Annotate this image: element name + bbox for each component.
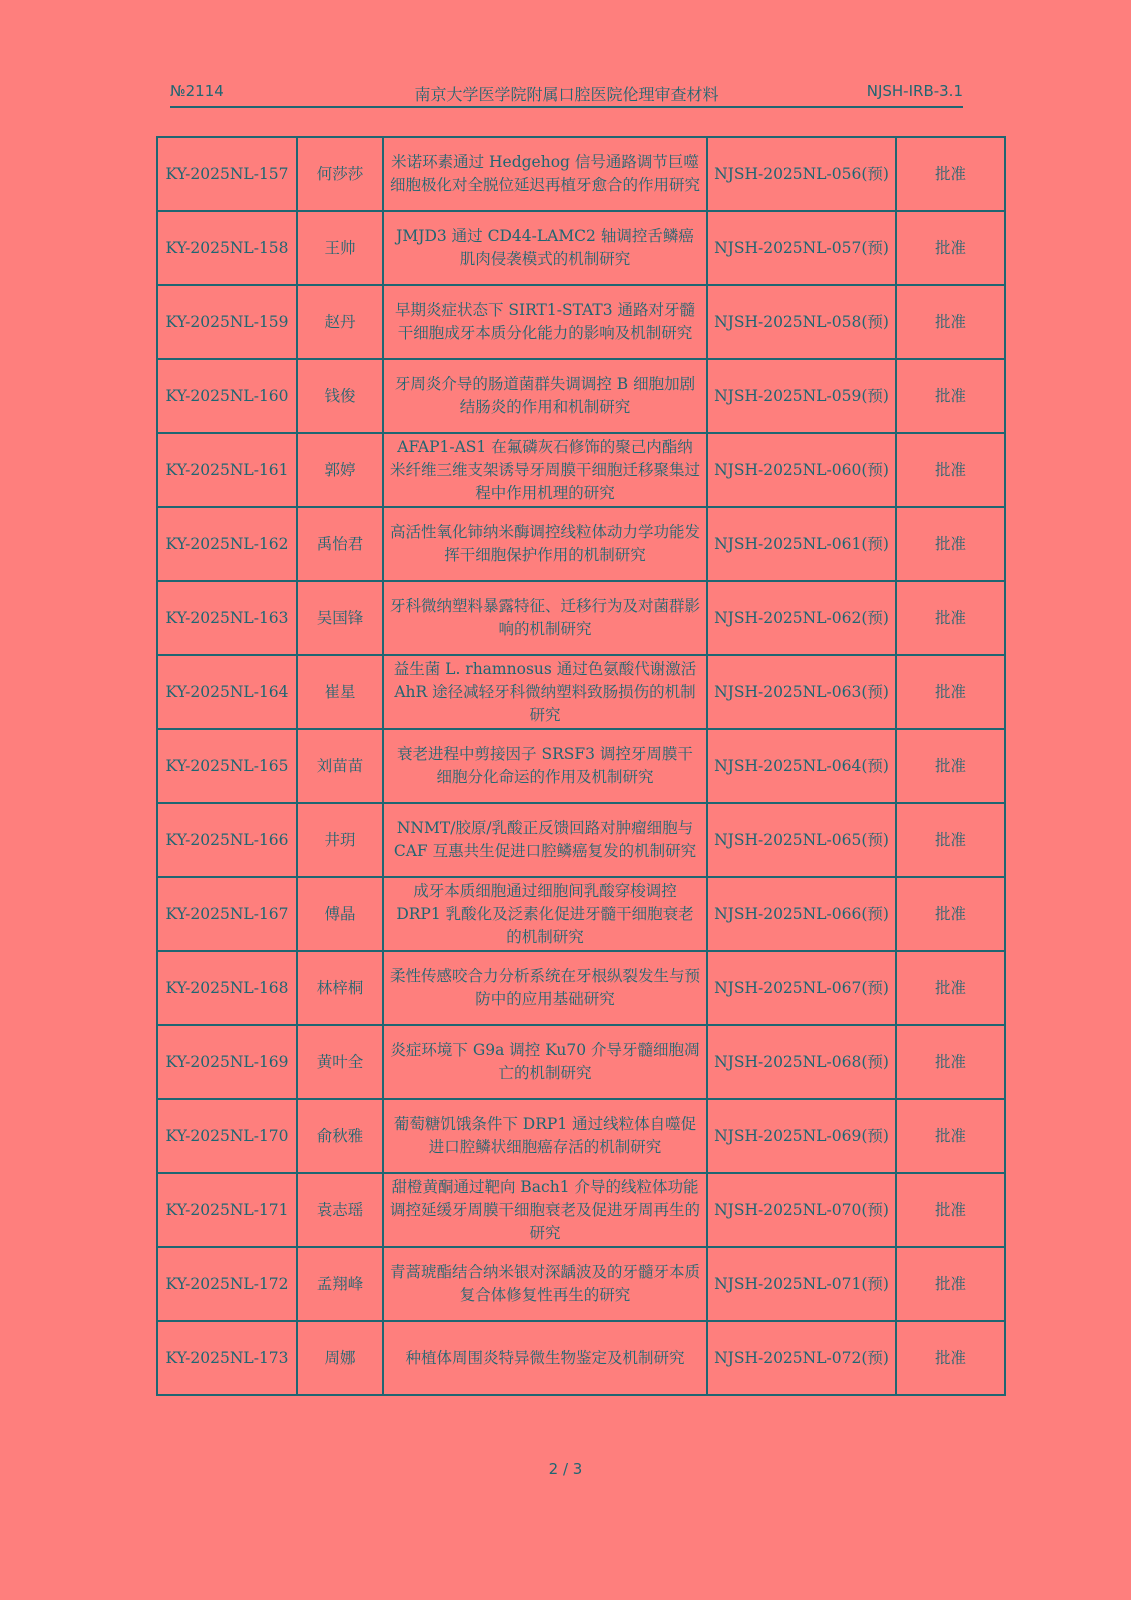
review-number-cell: NJSH-2025NL-072(预)	[707, 1321, 896, 1395]
project-id-cell: KY-2025NL-165	[157, 729, 297, 803]
review-number-cell: NJSH-2025NL-063(预)	[707, 655, 896, 729]
project-id-cell: KY-2025NL-163	[157, 581, 297, 655]
applicant-name-cell: 钱俊	[297, 359, 383, 433]
project-id-cell: KY-2025NL-168	[157, 951, 297, 1025]
project-title-cell: NNMT/胶原/乳酸正反馈回路对肿瘤细胞与 CAF 互惠共生促进口腔鳞癌复发的机制研究	[383, 803, 707, 877]
project-id-cell: KY-2025NL-164	[157, 655, 297, 729]
project-id-cell: KY-2025NL-160	[157, 359, 297, 433]
review-result-cell: 批准	[896, 1025, 1005, 1099]
applicant-name-cell: 禹怡君	[297, 507, 383, 581]
table-row	[157, 433, 1005, 507]
applicant-name-cell: 吴国锋	[297, 581, 383, 655]
project-id-cell: KY-2025NL-169	[157, 1025, 297, 1099]
review-number-cell: NJSH-2025NL-059(预)	[707, 359, 896, 433]
applicant-name-cell: 黄叶全	[297, 1025, 383, 1099]
table-row	[157, 285, 1005, 359]
project-title-cell: 葡萄糖饥饿条件下 DRP1 通过线粒体自噬促进口腔鳞状细胞癌存活的机制研究	[383, 1099, 707, 1173]
review-number-cell: NJSH-2025NL-071(预)	[707, 1247, 896, 1321]
applicant-name-cell: 郭婷	[297, 433, 383, 507]
project-id-cell: KY-2025NL-171	[157, 1173, 297, 1247]
project-title-cell: 牙周炎介导的肠道菌群失调调控 B 细胞加剧结肠炎的作用和机制研究	[383, 359, 707, 433]
project-id-cell: KY-2025NL-167	[157, 877, 297, 951]
project-id-cell: KY-2025NL-173	[157, 1321, 297, 1395]
project-id-cell: KY-2025NL-159	[157, 285, 297, 359]
table-row	[157, 1247, 1005, 1321]
applicant-name-cell: 袁志瑶	[297, 1173, 383, 1247]
table-row	[157, 951, 1005, 1025]
applicant-name-cell: 俞秋雅	[297, 1099, 383, 1173]
applicant-name-cell: 王帅	[297, 211, 383, 285]
review-number-cell: NJSH-2025NL-061(预)	[707, 507, 896, 581]
document-code: NJSH-IRB-3.1	[866, 82, 963, 100]
review-result-cell: 批准	[896, 285, 1005, 359]
table-row	[157, 803, 1005, 877]
review-number-cell: NJSH-2025NL-057(预)	[707, 211, 896, 285]
project-title-cell: 柔性传感咬合力分析系统在牙根纵裂发生与预防中的应用基础研究	[383, 951, 707, 1025]
table-row	[157, 507, 1005, 581]
review-number-cell: NJSH-2025NL-064(预)	[707, 729, 896, 803]
project-id-cell: KY-2025NL-161	[157, 433, 297, 507]
applicant-name-cell: 傅晶	[297, 877, 383, 951]
project-title-cell: 早期炎症状态下 SIRT1-STAT3 通路对牙髓干细胞成牙本质分化能力的影响及机制研究	[383, 285, 707, 359]
project-id-cell: KY-2025NL-166	[157, 803, 297, 877]
project-title-cell: 高活性氧化铈纳米酶调控线粒体动力学功能发挥干细胞保护作用的机制研究	[383, 507, 707, 581]
project-id-cell: KY-2025NL-172	[157, 1247, 297, 1321]
review-result-cell: 批准	[896, 729, 1005, 803]
review-result-cell: 批准	[896, 137, 1005, 211]
review-number-cell: NJSH-2025NL-068(预)	[707, 1025, 896, 1099]
project-id-cell: KY-2025NL-162	[157, 507, 297, 581]
review-result-cell: 批准	[896, 803, 1005, 877]
review-result-cell: 批准	[896, 655, 1005, 729]
review-number-cell: NJSH-2025NL-058(预)	[707, 285, 896, 359]
review-number-cell: NJSH-2025NL-060(预)	[707, 433, 896, 507]
review-number-cell: NJSH-2025NL-062(预)	[707, 581, 896, 655]
table-row	[157, 1321, 1005, 1395]
page-number: 2 / 3	[548, 1460, 583, 1478]
project-title-cell: 甜橙黄酮通过靶向 Bach1 介导的线粒体功能调控延缓牙周膜干细胞衰老及促进牙周再生的研究	[383, 1173, 707, 1247]
document-title: 南京大学医学院附属口腔医院伦理审查材料	[414, 85, 719, 104]
review-number-cell: NJSH-2025NL-066(预)	[707, 877, 896, 951]
project-title-cell: 种植体周围炎特异微生物鉴定及机制研究	[383, 1321, 707, 1395]
table-row	[157, 877, 1005, 951]
review-result-cell: 批准	[896, 1099, 1005, 1173]
project-title-cell: 牙科微纳塑料暴露特征、迁移行为及对菌群影响的机制研究	[383, 581, 707, 655]
project-title-cell: 米诺环素通过 Hedgehog 信号通路调节巨噬细胞极化对全脱位延迟再植牙愈合的作用研究	[383, 137, 707, 211]
project-id-cell: KY-2025NL-170	[157, 1099, 297, 1173]
review-number-cell: NJSH-2025NL-070(预)	[707, 1173, 896, 1247]
project-title-cell: 青蒿琥酯结合纳米银对深龋波及的牙髓牙本质复合体修复性再生的研究	[383, 1247, 707, 1321]
table-body	[157, 137, 1005, 1395]
table-row	[157, 729, 1005, 803]
table-row	[157, 359, 1005, 433]
review-result-cell: 批准	[896, 507, 1005, 581]
applicant-name-cell: 何莎莎	[297, 137, 383, 211]
review-number-cell: NJSH-2025NL-056(预)	[707, 137, 896, 211]
table-row	[157, 1099, 1005, 1173]
project-title-cell: 益生菌 L. rhamnosus 通过色氨酸代谢激活 AhR 途径减轻牙科微纳塑料致肠损伤的机制研究	[383, 655, 707, 729]
project-title-cell: JMJD3 通过 CD44-LAMC2 轴调控舌鳞癌肌肉侵袭模式的机制研究	[383, 211, 707, 285]
review-result-cell: 批准	[896, 951, 1005, 1025]
review-result-cell: 批准	[896, 211, 1005, 285]
review-number-cell: NJSH-2025NL-065(预)	[707, 803, 896, 877]
page-header	[170, 80, 963, 108]
applicant-name-cell: 刘苗苗	[297, 729, 383, 803]
table-row	[157, 137, 1005, 211]
review-number-cell: NJSH-2025NL-069(预)	[707, 1099, 896, 1173]
review-number-cell: NJSH-2025NL-067(预)	[707, 951, 896, 1025]
review-result-cell: 批准	[896, 433, 1005, 507]
project-title-cell: AFAP1-AS1 在氟磷灰石修饰的聚己内酯纳米纤维三维支架诱导牙周膜干细胞迁移聚集过程中作用机理的研究	[383, 433, 707, 507]
project-title-cell: 成牙本质细胞通过细胞间乳酸穿梭调控 DRP1 乳酸化及泛素化促进牙髓干细胞衰老的机制研究	[383, 877, 707, 951]
applicant-name-cell: 林梓桐	[297, 951, 383, 1025]
review-result-cell: 批准	[896, 359, 1005, 433]
review-result-cell: 批准	[896, 1173, 1005, 1247]
document-number: №2114	[170, 82, 224, 100]
applicant-name-cell: 周娜	[297, 1321, 383, 1395]
review-table	[156, 136, 1006, 1396]
applicant-name-cell: 井玥	[297, 803, 383, 877]
project-title-cell: 衰老进程中剪接因子 SRSF3 调控牙周膜干细胞分化命运的作用及机制研究	[383, 729, 707, 803]
table-row	[157, 581, 1005, 655]
project-id-cell: KY-2025NL-158	[157, 211, 297, 285]
table-row	[157, 655, 1005, 729]
applicant-name-cell: 孟翔峰	[297, 1247, 383, 1321]
table-row	[157, 211, 1005, 285]
project-id-cell: KY-2025NL-157	[157, 137, 297, 211]
review-result-cell: 批准	[896, 1247, 1005, 1321]
table-row	[157, 1025, 1005, 1099]
review-result-cell: 批准	[896, 581, 1005, 655]
review-result-cell: 批准	[896, 1321, 1005, 1395]
review-result-cell: 批准	[896, 877, 1005, 951]
table-row	[157, 1173, 1005, 1247]
applicant-name-cell: 赵丹	[297, 285, 383, 359]
applicant-name-cell: 崔星	[297, 655, 383, 729]
project-title-cell: 炎症环境下 G9a 调控 Ku70 介导牙髓细胞凋亡的机制研究	[383, 1025, 707, 1099]
